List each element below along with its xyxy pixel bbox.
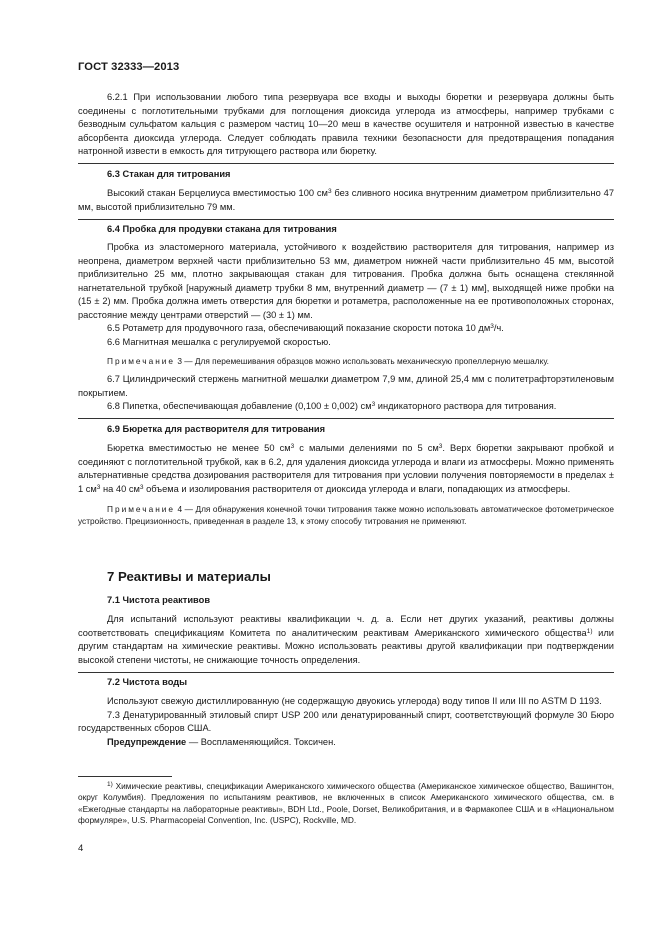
subsection-6-9 [78, 423, 614, 527]
subsection-heading: 7.1 Чистота реактивов [107, 595, 211, 605]
paragraph-7-3: 7.3 Денатурированный этиловый спирт USP 200 или денатурированный спирт, соответствующий формуле 30 Бюро государственных сборов США. [78, 709, 614, 733]
paragraph-6-9: Бюретка вместимостью не менее 50 $см^3$ с малыми делениями по 5 $см^3$. Верх бюретки закрывают пробкой и соединяют с поглотительной трубкой, как в 6.2, для удаления диоксида углерода и влаги из атмосферы. Можно применять альтернативные средства дозирования растворителя для титрования при условии получения повторяемости в пределах ± 1 $см^3$ на 40 $см^3$ объема и изолирования растворителя от диоксида углерода и влаги, попадающих из атмосферы. [78, 443, 614, 494]
paragraph-6-5: 6.5 Ротаметр для продувочного газа, обеспечивающий показание скорости потока 10 $дм^3/ч$. [107, 323, 504, 333]
section-divider [78, 219, 614, 220]
subsection-7-2 [78, 676, 614, 749]
warning: Предупреждение — Воспламеняющийся. Токсичен. [107, 736, 336, 747]
section-divider [78, 672, 614, 673]
paragraph-6-2-1: 6.2.1 При использовании любого типа резервуара все входы и выходы бюретки и резервуара должны быть соединены с поглотительными трубками для поглощения диоксида углерода из атмосферы, например трубками с безводным сульфатом кальция с размером частиц 10—20 меш в качестве осушителя и натронной известью в качестве абсорбента диоксида углерода. Следует соблюдать правила техники безопасности для предотвращения попадания натронной извести в емкость для титрующего раствора или бюретку. [78, 92, 614, 156]
subsection-7-1 [78, 594, 614, 667]
footnote: $^{1)}$ Химические реактивы, спецификации Американского химического общества (Американское химическое общество, Вашингтон, округ Колумбия). Предложения по испытаниям реактивов, не включенных в список Американского химического общества, см. в «Ежегодные стандарты на лабораторные реактивы», BDH Ltd., Poole, Dorset, Великобритания, и в Фармакопее США и в «Национальном формуляре», U.S. Pharmacopeial Convention, Inc. (USPC), Rockville, MD. [78, 781, 614, 826]
section-7 [78, 569, 614, 585]
section-divider [78, 418, 614, 419]
paragraph-6-6: 6.6 Магнитная мешалка с регулируемой скоростью. [107, 336, 331, 347]
subsection-6-3 [78, 168, 614, 214]
paragraph-7-2: Используют свежую дистиллированную (не содержащую двуокись углерода) воду типов II или III по ASTM D 1193. [107, 696, 602, 706]
note-4: Примечание 4 — Для обнаружения конечной точки титрования также можно использовать автоматическое фотометрическое устройство. Прецизионность, приведенная в разделе 13, к этому способу титрования не применяют. [78, 504, 614, 526]
subsection-heading: 7.2 Чистота воды [107, 677, 188, 687]
page-number: 4 [78, 843, 84, 854]
section-heading: 7 Реактивы и материалы [107, 569, 271, 584]
footnote-separator [78, 776, 172, 777]
paragraph-6-7: 6.7 Цилиндрический стержень магнитной мешалки диаметром 7,9 мм, длиной 25,4 мм с политетрафторэтиленовым покрытием. [78, 374, 614, 398]
paragraph-6-3: Высокий стакан Берцелиуса вместимостью 100 $см^3$ без сливного носика внутренним диаметром приблизительно 47 мм, высотой приблизительно 79 мм. [78, 188, 615, 212]
standard-header: ГОСТ 32333—2013 [78, 61, 180, 73]
paragraph-7-1: Для испытаний используют реактивы квалификации ч. д. а. Если нет других указаний, реактивы должны соответствовать спецификациям Комитета по аналитическим реактивам Американского химического общества$^{1)}$ или другим стандартам на химические реактивы. Можно использовать реактивы другой квалификации при подтверждении высокой степени чистоты, не снижающие точность определения. [78, 614, 614, 665]
subsection-heading: 6.9 Бюретка для растворителя для титрования [107, 424, 326, 434]
paragraph-6-8: 6.8 Пипетка, обеспечивающая добавление (0,100 ± 0,002) $см^3$ индикаторного раствора для титрования. [107, 401, 557, 411]
note-3: Примечание 3 — Для перемешивания образцов можно использовать механическую пропеллерную мешалку. [107, 356, 549, 366]
section-divider [78, 163, 614, 164]
subsection-heading: 6.3 Стакан для титрования [107, 169, 231, 179]
paragraph-6-4: Пробка из эластомерного материала, устойчивого к воздействию растворителя для титрования, например из неопрена, диаметром верхней части приблизительно 53 мм, диаметром нижней части приблизительно 45 мм, высотой приблизительно 25 мм, плотно закрывающая стакан для титрования. Пробка должна быть оснащена стеклянной нагнетательной трубкой [наружный диаметр трубки 8 мм, внутренний диаметр — (7 ± 1) мм], выходящей ниже пробки на (15 ± 2) мм. Пробка должна иметь отверстия для бюретки и ротаметра, расположенные на ее противоположных сторонах, расстояние между центрами отверстий — (30 ± 1) мм. [78, 242, 614, 320]
subsection-heading: 6.4 Пробка для продувки стакана для титрования [107, 224, 337, 234]
subsection-6-4 [78, 223, 614, 414]
